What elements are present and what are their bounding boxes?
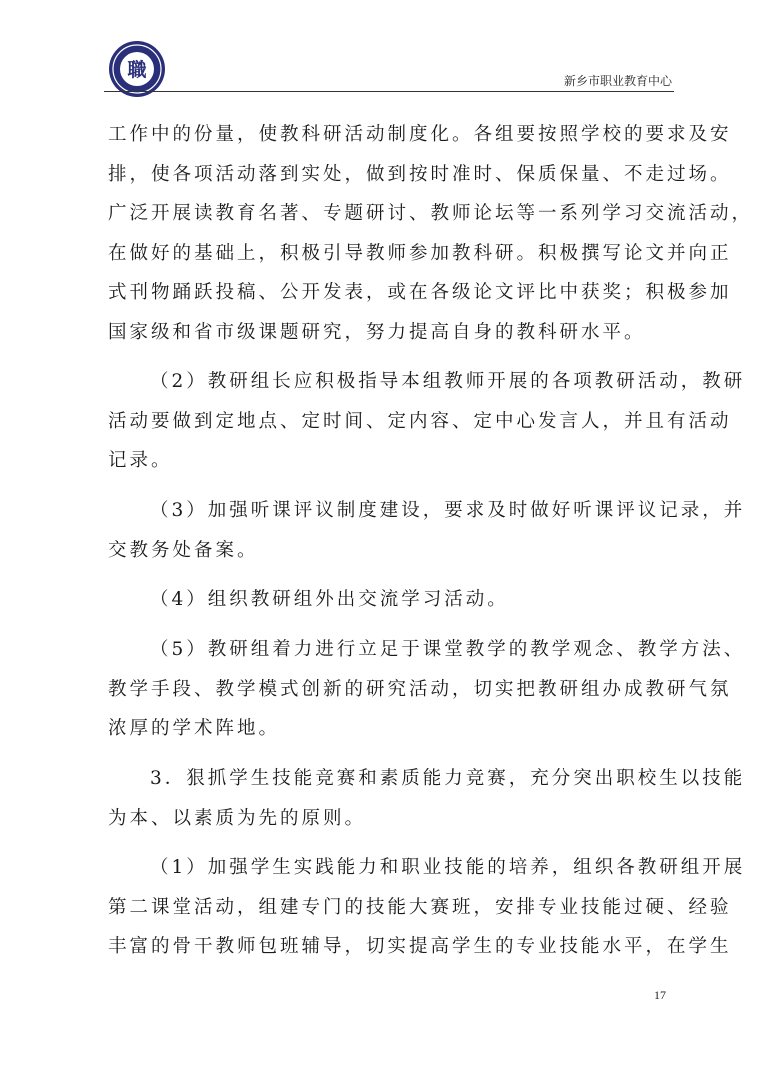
text-line: 式刊物踊跃投稿、公开发表，或在各级论文评比中获奖；积极参加	[108, 282, 732, 303]
svg-text:職: 職	[127, 59, 147, 81]
text-line: （1）加强学生实践能力和职业技能的培养，组织各教研组开展	[150, 857, 746, 878]
header-divider	[104, 91, 674, 92]
text-line: （2）教研组长应积极指导本组教师开展的各项教研活动，教研	[150, 371, 746, 392]
text-line: （3）加强听课评议制度建设，要求及时做好听课评议记录，并	[150, 500, 746, 521]
text-line: （5）教研组着力进行立足于课堂教学的教学观念、教学方法、	[150, 639, 746, 660]
text-line: 交教务处备案。	[108, 540, 259, 561]
text-line: 为本、以素质为先的原则。	[108, 808, 367, 829]
text-line: 广泛开展读教育名著、专题研讨、教师论坛等一系列学习交流活动，	[108, 203, 754, 224]
text-line: 在做好的基础上，积极引导教师参加教科研。积极撰写论文并向正	[108, 243, 732, 264]
text-line: 记录。	[108, 450, 173, 471]
header-org-name: 新乡市职业教育中心	[563, 74, 672, 88]
text-line: 教学手段、教学模式创新的研究活动，切实把教研组办成教研气氛	[108, 679, 732, 700]
text-line: 国家级和省市级课题研究，努力提高自身的教科研水平。	[108, 322, 646, 343]
text-line: 丰富的骨干教师包班辅导，切实提高学生的专业技能水平，在学生	[108, 936, 732, 957]
text-line: 活动要做到定地点、定时间、定内容、定中心发言人，并且有活动	[108, 411, 732, 432]
school-logo	[108, 40, 166, 98]
text-line: 3．狠抓学生技能竞赛和素质能力竞赛，充分突出职校生以技能	[150, 768, 746, 789]
text-line: 排，使各项活动落到实处，做到按时准时、保质保量、不走过场。	[108, 164, 732, 185]
page-number: 17	[654, 988, 666, 1002]
text-line: （4）组织教研组外出交流学习活动。	[150, 589, 509, 610]
text-line: 浓厚的学术阵地。	[108, 718, 281, 739]
text-line: 第二课堂活动，组建专门的技能大赛班，安排专业技能过硬、经验	[108, 897, 732, 918]
text-line: 工作中的份量，使教科研活动制度化。各组要按照学校的要求及安	[108, 124, 732, 145]
